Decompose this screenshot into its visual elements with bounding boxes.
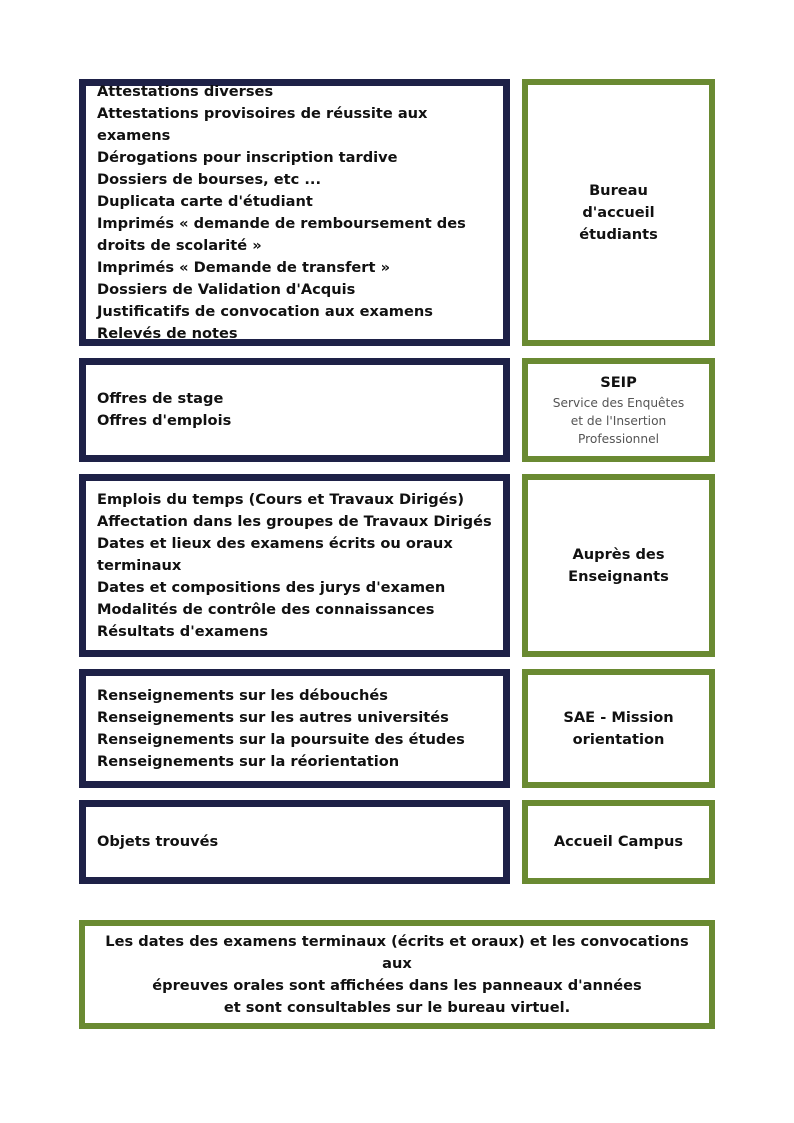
- service-label-line: étudiants: [579, 225, 658, 243]
- list-item: Dossiers de bourses, etc ...: [97, 170, 321, 188]
- list-item: Duplicata carte d'étudiant: [97, 192, 313, 210]
- list-item: Attestations diverses: [97, 82, 274, 100]
- list-item: Renseignements sur la poursuite des études: [97, 730, 465, 748]
- list-item: Justificatifs de convocation aux examens: [97, 302, 433, 320]
- service-sae-orientation: [522, 669, 715, 788]
- list-item: Renseignements sur les autres universités: [97, 708, 449, 726]
- list-item: Affectation dans les groupes de Travaux Dirigés: [97, 512, 492, 530]
- note-line: épreuves orales sont affichées dans les panneaux d'années: [152, 976, 642, 994]
- list-item: Dates et lieux des examens écrits ou oraux terminaux: [97, 534, 453, 574]
- exam-dates-note: [79, 920, 715, 1029]
- objets-trouves-box: [79, 800, 510, 884]
- list-item: Renseignements sur les débouchés: [97, 686, 388, 704]
- note-line: et sont consultables sur le bureau virtuel.: [223, 998, 571, 1016]
- service-subtitle-line: Service des Enquêtes: [552, 396, 685, 410]
- service-bureau-accueil: [522, 79, 715, 346]
- list-item: Modalités de contrôle des connaissances: [97, 600, 435, 618]
- list-item: Résultats d'examens: [97, 622, 269, 640]
- service-label-line: orientation: [572, 730, 665, 748]
- list-item: Imprimés « Demande de transfert »: [97, 258, 390, 276]
- stage-emploi-box: [79, 358, 510, 462]
- service-accueil-campus: [522, 800, 715, 884]
- service-title: SEIP: [600, 374, 637, 391]
- service-label-line: Accueil Campus: [553, 833, 684, 850]
- list-item: Attestations provisoires de réussite aux examens: [97, 104, 428, 144]
- service-subtitle-line: Professionnel: [578, 432, 659, 446]
- list-item: Dérogations pour inscription tardive: [97, 148, 398, 166]
- note-text: [97, 931, 697, 1019]
- list-item: Objets trouvés: [97, 833, 219, 850]
- service-label-line: Auprès des: [572, 545, 665, 563]
- enseignement-box: [79, 474, 510, 657]
- list-item: Renseignements sur la réorientation: [97, 752, 400, 770]
- service-label-line: Enseignants: [568, 567, 669, 585]
- list-item: Dossiers de Validation d'Acquis: [97, 280, 356, 298]
- note-line: Les dates des examens terminaux (écrits et oraux) et les convocations aux: [105, 932, 689, 972]
- service-seip: [522, 358, 715, 462]
- list-item: Dates et compositions des jurys d'examen: [97, 578, 446, 596]
- service-label-line: Bureau: [589, 181, 648, 199]
- list-item: Emplois du temps (Cours et Travaux Dirigés): [97, 490, 465, 508]
- service-enseignants: [522, 474, 715, 657]
- list-item: Relevés de notes: [97, 324, 238, 342]
- service-subtitle-line: et de l'Insertion: [570, 414, 667, 428]
- service-label-line: SAE - Mission: [563, 708, 674, 726]
- service-label-line: d'accueil: [582, 203, 655, 221]
- documents-list-box: [79, 79, 510, 346]
- renseignements-box: [79, 669, 510, 788]
- list-item: Imprimés « demande de remboursement des droits de scolarité »: [97, 214, 466, 254]
- list-item: Offres d'emplois: [97, 412, 232, 429]
- list-item: Offres de stage: [97, 390, 224, 407]
